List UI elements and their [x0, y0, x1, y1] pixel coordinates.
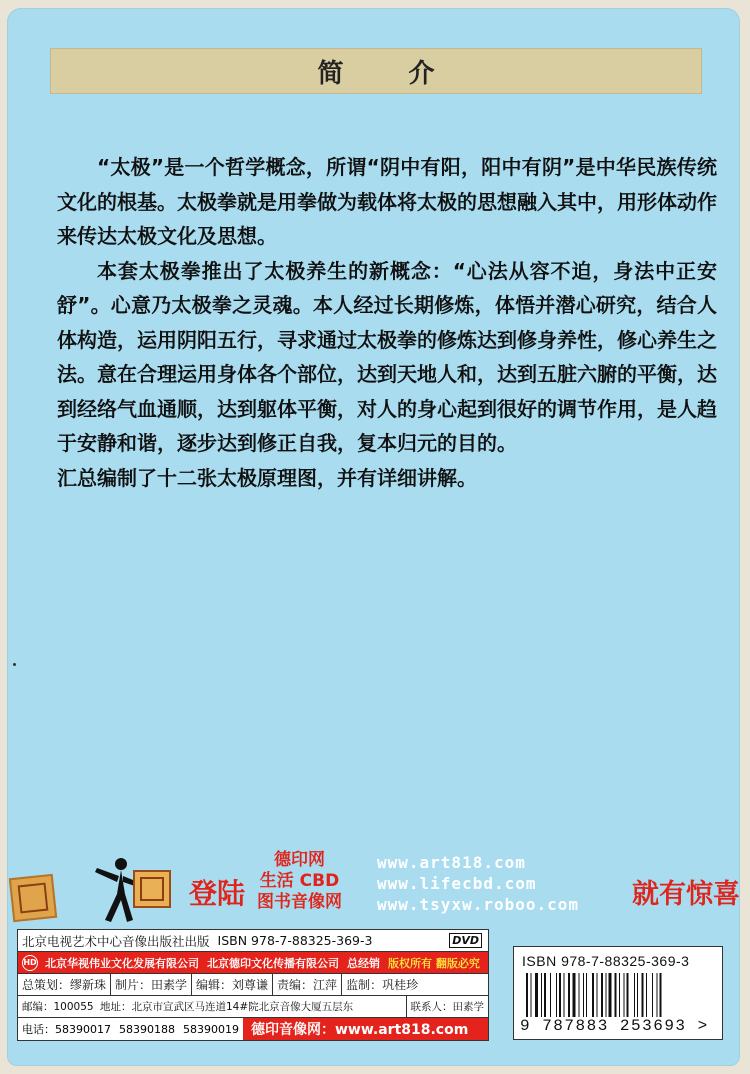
promo-site: 德印网 [274, 850, 325, 870]
promo-strip [7, 850, 740, 930]
isbn-text: ISBN 978-7-88325-369-3 [217, 933, 373, 948]
paragraph-3: 汇总编制了十二张太极原理图，并有详细讲解。 [57, 465, 477, 490]
credits-row-staff [17, 974, 489, 996]
postcode: 邮编：100055 [22, 1001, 94, 1013]
barcode-digits: 9 787883 253693 > [520, 1017, 709, 1035]
planner: 总策划：缪新珠 [22, 978, 107, 992]
promo-url[interactable]: www.tsyxw.roboo.com [377, 895, 580, 914]
promo-surprise: 就有惊喜 [632, 879, 740, 910]
company-1: 北京华视伟业文化发展有限公司 [45, 956, 199, 970]
promo-urls [377, 852, 579, 915]
promo-site: 图书音像网 [257, 892, 342, 912]
credits-row-phone [17, 1018, 489, 1041]
editor: 编辑：刘尊谦 [196, 978, 269, 992]
company-2: 北京德印文化传播有限公司 [207, 956, 339, 970]
paragraph-2: 本套太极拳推出了太极养生的新概念：“心法从容不迫，身法中正安舒”。心意乃太极拳之灵魂。本人经过长期修炼，体悟并潜心研究，结合人体构造，运用阴阳五行，寻求通过太极拳的修炼达到修身养性，修心养生之法。意在合理运用身体各个部位，达到天地人和，达到五脏六腑的平衡，达到经络气血通顺，达到躯体平衡，对人的身心起到很好的调节作用，是人趋于安静和谐，逐步达到修正自我，复本归元的目的。 [57, 258, 717, 455]
credits-row-address [17, 996, 489, 1018]
chief-editor: 责编：江萍 [277, 978, 338, 992]
seal-stamp-icon [9, 874, 57, 922]
barcode-isbn: ISBN 978-7-88325-369-3 [522, 953, 690, 969]
barcode-icon [526, 973, 710, 1017]
producer: 制片：田素学 [115, 978, 188, 992]
rights: 版权所有 翻版必究 [388, 956, 480, 970]
promo-url[interactable]: www.lifecbd.com [377, 874, 537, 893]
credits-row-companies [17, 952, 489, 974]
hd-logo-icon: HD [22, 955, 38, 971]
paragraph-1: “太极”是一个哲学概念，所谓“阴中有阳，阳中有阴”是中华民族传统文化的根基。太极拳就是用拳做为载体将太极的思想融入其中，用形体动作来传达太极文化及思想。 [57, 155, 717, 248]
promo-login: 登陆 [189, 877, 246, 910]
phone-2: 58390188 [119, 1022, 175, 1036]
page-title: 简 介 [317, 58, 463, 89]
distributor: 总经销 [347, 956, 380, 970]
speck [13, 663, 16, 666]
promo-site: 生活 CBD [259, 871, 340, 891]
publisher: 北京电视艺术中心音像出版社出版 [22, 933, 210, 949]
address: 地址：北京市宣武区马连道14#院北京音像大厦五层东 [100, 1001, 354, 1013]
promo-sites [257, 850, 342, 913]
title-bar [50, 48, 702, 94]
barcode-box [513, 946, 723, 1040]
cover-back [7, 8, 740, 1066]
promo-url[interactable]: www.art818.com [377, 853, 526, 872]
dvd-logo: DVD [449, 933, 482, 948]
supervisor: 监制：巩桂珍 [346, 978, 419, 992]
contact: 联系人：田素学 [410, 1001, 484, 1013]
credits-table [17, 929, 489, 1041]
website[interactable]: 德印音像网：www.art818.com [243, 1018, 488, 1040]
seal-stamp-icon [133, 870, 171, 908]
intro-text [57, 150, 717, 495]
phone-1: 电话：58390017 [22, 1023, 111, 1036]
phone-3: 58390019 [183, 1022, 239, 1036]
credits-row-publisher [17, 929, 489, 952]
